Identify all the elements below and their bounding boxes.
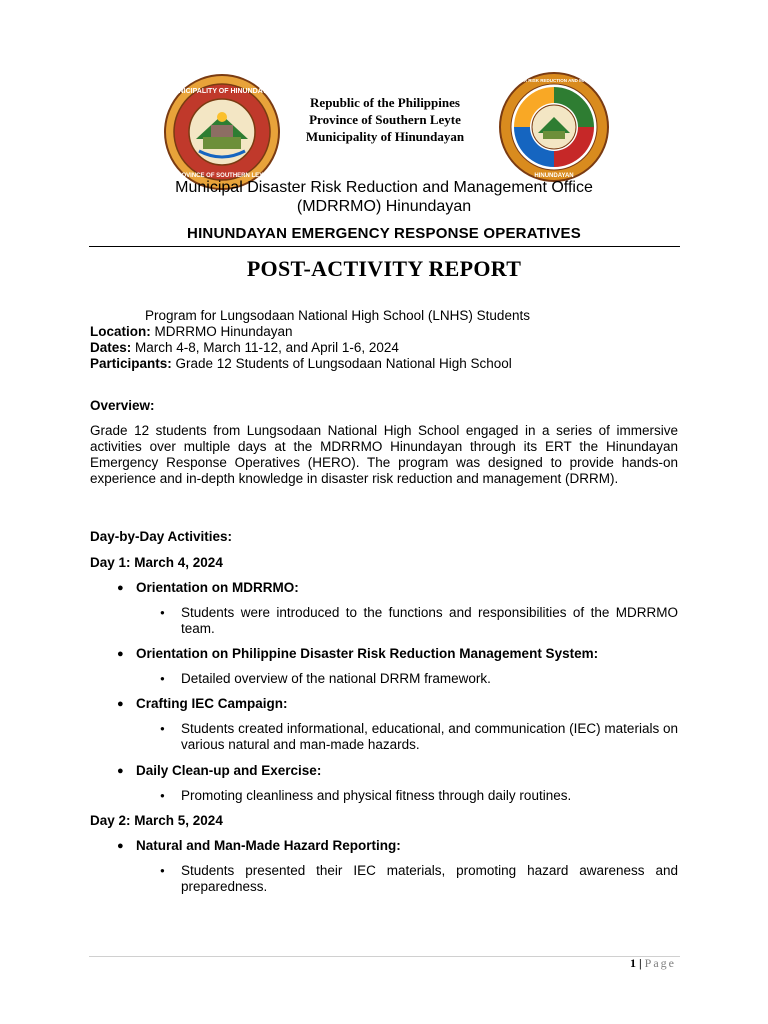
participants-label: Participants: [90,356,172,371]
sub-bullet-icon: ● [160,608,165,617]
day-1-heading: Day 1: March 4, 2024 [90,555,223,570]
participants-value: Grade 12 Students of Lungsodaan National High School [171,356,512,371]
report-title: POST-ACTIVITY REPORT [246,256,522,281]
municipality-seal-logo [163,73,281,191]
day-1-item-1-detail: Students were introduced to the functions and responsibilities of the MDRRMO team. [181,605,678,636]
day-1-item-1-title: Orientation on MDRRMO: [136,580,299,595]
office-line-2: (MDRRMO) Hinundayan [296,198,472,215]
mdrrmo-seal-logo [478,71,630,183]
sub-bullet-icon: ● [160,724,165,733]
office-name [90,178,678,216]
day-1-item-4-detail: Promoting cleanliness and physical fitness through daily routines. [181,788,572,803]
left-seal-ring-bottom: PROVINCE OF SOUTHERN LEYTE [173,173,271,179]
day-2-item-1-title: Natural and Man-Made Hazard Reporting: [136,838,401,853]
sub-bullet-icon: ● [160,791,165,800]
activities-heading: Day-by-Day Activities: [90,529,233,544]
page-number [560,956,676,971]
gov-line-province: Province of Southern Leyte [309,112,461,127]
gov-line-republic: Republic of the Philippines [310,95,460,110]
location-value: MDRRMO Hinundayan [150,324,293,339]
bullet-icon: ● [117,648,124,660]
right-seal-ring-bottom: HINUNDAYAN [534,173,574,179]
location-label: Location: [90,324,151,339]
page-separator: | [639,956,642,970]
office-line-1: Municipal Disaster Risk Reduction and Management Office [175,179,593,196]
day-1-item-3-title: Crafting IEC Campaign: [136,696,288,711]
government-header [285,94,485,145]
day-1-item-2-detail: Detailed overview of the national DRRM framework. [181,671,491,686]
page-number-value: 1 [630,956,637,970]
day-1-item-3-detail: Students created informational, educational, and communication (IEC) materials on various natural and man-made hazards. [181,721,678,752]
bullet-icon: ● [117,840,124,852]
page-word: Page [644,956,676,970]
overview-heading: Overview: [90,398,155,413]
overview-paragraph: Grade 12 students from Lungsodaan National High School engaged in a series of immersive activities over multiple days at the MDRRMO Hinundayan through its ERT the Hinundayan Emergency Response Operatives (HERO). The program was designed to provide hands-on experience and in-depth knowledge in disaster risk reduction and management (DRRM). [90,423,678,486]
location-line [90,324,678,340]
bullet-icon: ● [117,582,124,594]
bullet-icon: ● [117,765,124,777]
day-2-heading: Day 2: March 5, 2024 [90,813,223,828]
program-line: Program for Lungsodaan National High School (LNHS) Students [145,308,530,323]
day-1-item-4-title: Daily Clean-up and Exercise: [136,763,322,778]
gov-line-municipality: Municipality of Hinundayan [305,129,465,144]
sub-bullet-icon: ● [160,674,165,683]
day-2-item-1-detail: Students presented their IEC materials, promoting hazard awareness and preparedness. [181,863,678,894]
dates-label: Dates: [90,340,132,355]
day-1-item-2-title: Orientation on Philippine Disaster Risk Reduction Management System: [136,646,599,661]
participants-line [90,356,678,372]
dates-value: March 4-8, March 11-12, and April 1-6, 2024 [131,340,399,355]
right-seal-ring-top: MUNICIPAL DISASTER RISK REDUCTION AND MANAGEMENT OFFICE [478,78,630,83]
sub-bullet-icon: ● [160,866,165,875]
header-divider [89,246,680,247]
bullet-icon: ● [117,698,124,710]
dates-line [90,340,678,356]
left-seal-ring-top: MUNICIPALITY OF HINUNDAYAN [167,88,277,95]
unit-name: HINUNDAYAN EMERGENCY RESPONSE OPERATIVES [187,225,581,242]
